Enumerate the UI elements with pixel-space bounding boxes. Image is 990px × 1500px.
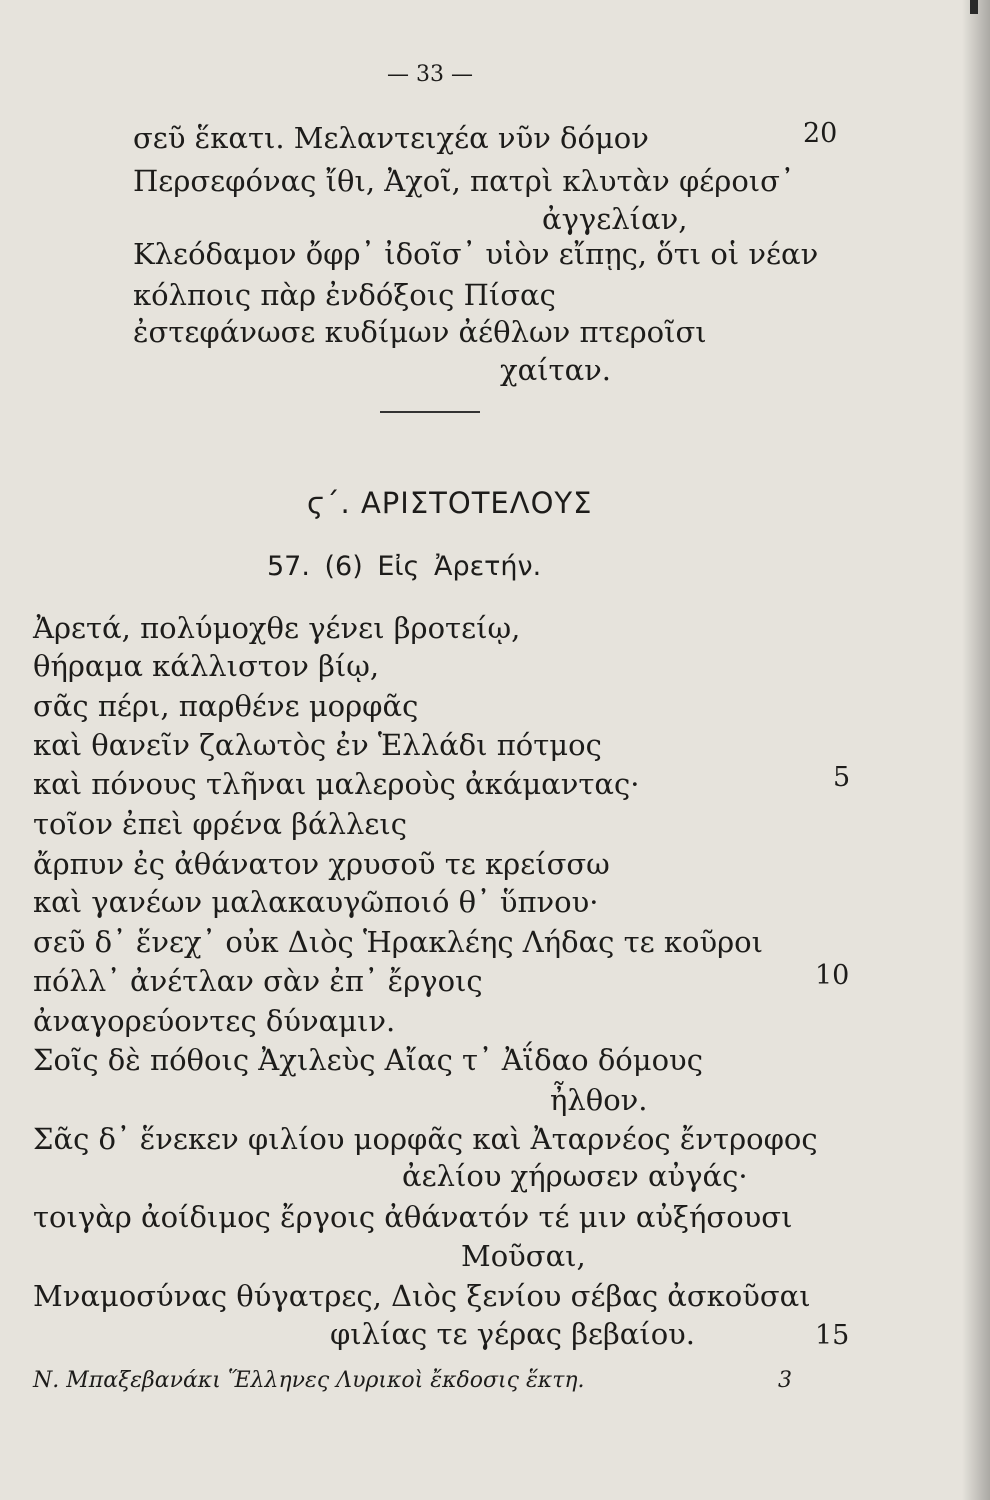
poem-line: σεῦ δ᾽ ἕνεχ᾽ οὐκ Διὸς Ἡρακλέης Λήδας τε κοῦροι [33, 925, 763, 959]
stanza-line: ἀγγελίαν, [542, 202, 688, 236]
stanza-line: κόλποις πὰρ ἐνδόξοις Πίσας [133, 278, 556, 312]
poem-line: Μοῦσαι, [461, 1239, 586, 1273]
author-heading: ϛ΄. ΑΡΙΣΤΟΤΕΛΟΥΣ [307, 486, 593, 520]
page-number: — 33 — [387, 62, 473, 87]
poem-line: καὶ πόνους τλῆναι μαλεροὺς ἀκάμαντας· [33, 767, 640, 801]
line-number: 10 [815, 960, 850, 991]
poem-line: σᾶς πέρι, παρθένε μορφᾶς [33, 689, 419, 723]
line-number: 5 [833, 762, 851, 793]
stanza-line: Περσεφόνας ἴθι, Ἀχοῖ, πατρὶ κλυτὰν φέροισ᾽ [133, 164, 795, 198]
page-edge-shadow [962, 0, 990, 1500]
poem-line: ἀελίου χήρωσεν αὐγάς· [402, 1159, 748, 1193]
line-number: 20 [803, 118, 838, 149]
signature-mark: 3 [778, 1368, 792, 1393]
page-edge-mark [970, 0, 978, 14]
poem-line: Μναμοσύνας θύγατρες, Διὸς ξενίου σέβας ἀσκοῦσαι [33, 1279, 811, 1313]
poem-line: Σοῖς δὲ πόθοις Ἀχιλεὺς Αἴας τ᾽ Ἀΐδαο δόμους [33, 1043, 703, 1077]
stanza-line: χαίταν. [500, 353, 612, 387]
stanza-line: Κλεόδαμον ὄφρ᾽ ἰδοῖσ᾽ υἱὸν εἴπῃς, ὅτι οἱ νέαν [133, 237, 819, 271]
footer-imprint: Ν. Μπαξεβανάκι Ἕλληνες Λυρικοὶ ἔκδοσις ἕκτη. [33, 1368, 585, 1393]
line-number: 15 [815, 1320, 850, 1351]
poem-line: τοιγὰρ ἀοίδιμος ἔργοις ἀθάνατόν τέ μιν αὐξήσουσι [33, 1200, 793, 1234]
poem-line: καὶ γανέων μαλακαυγῶποιό θ᾽ ὕπνου· [33, 885, 599, 919]
poem-line: φιλίας τε γέρας βεβαίου. [330, 1317, 696, 1351]
poem-line: Σᾶς δ᾽ ἕνεκεν φιλίου μορφᾶς καὶ Ἀταρνέος ἔντροφος [33, 1122, 818, 1156]
stanza-line: σεῦ ἕκατι. Μελαντειχέα νῦν δόμον [133, 121, 649, 155]
poem-line: θήραμα κάλλιστον βίῳ, [33, 649, 380, 683]
poem-line: Ἀρετά, πολύμοχθε γένει βροτείῳ, [33, 611, 521, 645]
poem-line: τοῖον ἐπεὶ φρένα βάλλεις [33, 807, 407, 841]
section-divider [380, 411, 480, 413]
poem-line: ἄρπυν ἐς ἀθάνατον χρυσοῦ τε κρείσσω [33, 847, 610, 881]
poem-line: πόλλ᾽ ἀνέτλαν σὰν ἐπ᾽ ἔργοις [33, 964, 483, 998]
poem-line: καὶ θανεῖν ζαλωτὸς ἐν Ἑλλάδι πότμος [33, 728, 602, 762]
stanza-line: ἐστεφάνωσε κυδίμων ἀέθλων πτεροῖσι [133, 315, 707, 349]
poem-title: 57. (6) Εἰς Ἀρετήν. [267, 551, 542, 582]
poem-line: ἦλθον. [550, 1083, 648, 1117]
poem-line: ἀναγορεύοντες δύναμιν. [33, 1004, 396, 1038]
